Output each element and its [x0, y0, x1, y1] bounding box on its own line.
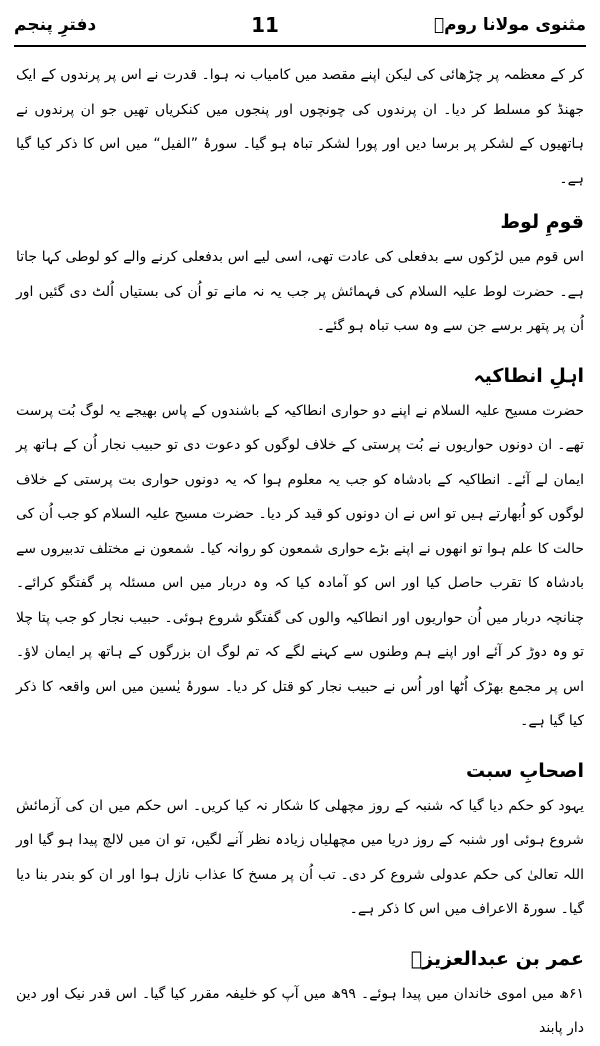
paragraph-ashab-e-sabt: یہود کو حکم دیا گیا کہ شنبہ کے روز مچھلی کا شکار نہ کیا کریں۔ اس حکم میں ان کی آزمائش شروع ہوئی اور شنبہ کے روز دریا میں مچھلیاں زیادہ نظر آنے لگیں، تو ان میں لالچ پیدا ہو گیا اور اللہ تعالیٰ کی حکم عدولی شروع کر دی۔ تب اُن پر مسخ کا عذاب نازل ہوا اور ان کو بندر بنا دیا گیا۔ سورۃ الاعراف میں اس کا ذکر ہے۔	[16, 797, 584, 917]
paragraph-intro: کر کے معظمہ پر چڑھائی کی لیکن اپنے مقصد میں کامیاب نہ ہوا۔ قدرت نے اس پر پرندوں کے ایک جھنڈ کو مسلط کر دیا۔ ان پرندوں کی چونچوں اور پنجوں میں کنکریاں تھیں جو ان پرندوں نے ہاتھیوں کے لشکر پر برسا دیں اور پورا لشکر تباہ ہو گیا۔ سورۂ ”الفیل“ میں اس کا ذکر کیا گیا ہے۔	[16, 67, 584, 187]
heading-ashab-e-sabt: اصحابِ سبت	[466, 759, 584, 782]
paragraph-ahl-e-antakiya: حضرت مسیح علیہ السلام نے اپنے دو حواری انطاکیہ کے باشندوں کے پاس بھیجے یہ لوگ بُت پرست تھے۔ ان دونوں حواریوں نے بُت پرستی کے خلاف لوگوں کو دعوت دی تو حبیب نجار اُن کے ہاتھ پر ایمان لے آئے۔ انطاکیہ کے بادشاہ کو جب یہ معلوم ہوا کہ یہ دونوں حواری بت پرستی کے خلاف لوگوں کو اُبھارتے ہیں تو اس نے ان دونوں کو قید کر دیا۔ حضرت مسیح علیہ السلام کو جب اُن کی حالت کا علم ہوا تو انھوں نے اپنے بڑے حواری شمعون کو روانہ کیا۔ شمعون نے مختلف تدبیروں سے بادشاہ کا تقرب حاصل کیا اور اس کو آمادہ کیا کہ وہ دربار میں اس مسئلہ پر گفتگو کرائے۔ چنانچہ دربار میں اُن حواریوں اور انطاکیہ والوں کی گفتگو شروع ہوئی۔ حبیب نجار کو جب پتا چلا تو وہ دوڑ کر آئے اور اپنے ہم وطنوں سے کہنے لگے کہ تم لوگ ان بزرگوں کے ہاتھ پر ایمان لاؤ۔ اس پر مجمع بھڑک اُٹھا اور اُس نے حبیب نجار کو قتل کر دیا۔ سورۂ یٰسین میں اس واقعہ کا ذکر کیا گیا ہے۔	[16, 402, 584, 729]
page-header	[14, 8, 586, 42]
heading-qaum-e-lut: قومِ لوط	[500, 211, 584, 233]
header-right-title: مثنوی مولانا رومؒ	[433, 15, 586, 35]
header-left-title: دفترِ پنجم	[14, 15, 97, 35]
paragraph-umar-bin-abdulaziz: ۶۱ھ میں اموی خاندان میں پیدا ہوئے۔ ۹۹ھ میں آپ کو خلیفہ مقرر کیا گیا۔ اس قدر نیک اور دین دار پابند	[16, 985, 584, 1036]
header-rule	[14, 45, 586, 47]
page-body	[16, 58, 584, 1046]
paragraph-qaum-e-lut: اس قوم میں لڑکوں سے بدفعلی کی عادت تھی، اسی لیے اس بدفعلی کرنے والے کو لوطی کہا جاتا ہے۔ حضرت لوط علیہ السلام کی فہمائش پر جب یہ نہ مانے تو اُن کی بستیاں اُلٹ دی گئیں اور اُن پر پتھر برسے جن سے وہ سب تباہ ہو گئے۔	[16, 249, 584, 334]
heading-ahl-e-antakiya: اہلِ انطاکیہ	[473, 364, 584, 387]
heading-umar-bin-abdulaziz: عمر بن عبدالعزیزؒ	[410, 947, 584, 970]
page-number: 11	[251, 13, 279, 37]
